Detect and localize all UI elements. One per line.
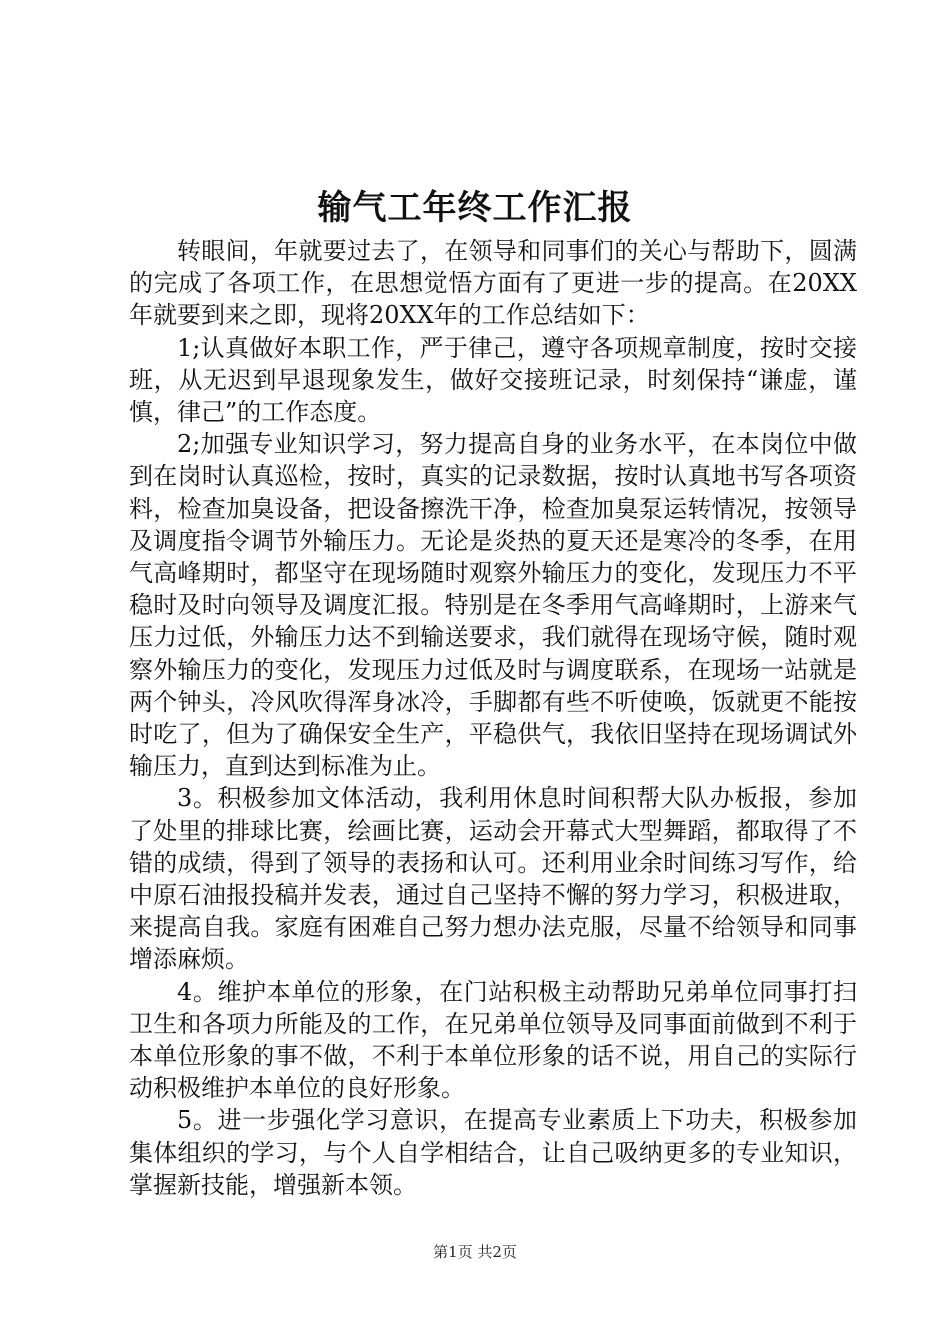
paragraph-intro: 转眼间，年就要过去了，在领导和同事们的关心与帮助下，圆满的完成了各项工作，在思想觉悟方面有了更进一步的提高。在20XX年就要到来之即，现将20XX年的工作总结如下：: [129, 237, 857, 330]
document-title: 输气工年终工作汇报: [317, 188, 633, 228]
paragraph-item-1: 1;认真做好本职工作，严于律己，遵守各项规章制度，按时交接班，从无迟到早退现象发生，做好交接班记录，时刻保持“谦虚，谨慎，律己”的工作态度。: [129, 333, 857, 427]
page-number-footer: 第1页 共2页: [433, 1243, 517, 1261]
paragraph-item-2: 2;加强专业知识学习，努力提高自身的业务水平，在本岗位中做到在岗时认真巡检，按时，真实的记录数据，按时认真地书写各项资料，检查加臭设备，把设备擦洗干净，检查加臭泵运转情况，按领导及调度指令调节外输压力。无论是炎热的夏天还是寒冷的冬季，在用气高峰期时，都坚守在现场随时观察外输压力的变化，发现压力不平稳时及时向领导及调度汇报。特别是在冬季用气高峰期时，上游来气压力过低，外输压力达不到输送要求，我们就得在现场守候，随时观察外输压力的变化，发现压力过低及时与调度联系，在现场一站就是两个钟头，冷风吹得浑身冰冷，手脚都有些不听使唤，饭就更不能按时吃了，但为了确保安全生产，平稳供气，我依旧坚持在现场调试外输压力，直到达到标准为止。: [129, 430, 857, 781]
paragraph-item-3: 3。积极参加文体活动，我利用休息时间积帮大队办板报，参加了处里的排球比赛，绘画比赛，运动会开幕式大型舞蹈，都取得了不错的成绩，得到了领导的表扬和认可。还利用业余时间练习写作，给中原石油报投稿并发表，通过自己坚持不懈的努力学习，积极进取，来提高自我。家庭有困难自己努力想办法克服，尽量不给领导和同事增添麻烦。: [129, 784, 857, 974]
paragraph-item-5: 5。进一步强化学习意识，在提高专业素质上下功夫，积极参加集体组织的学习，与个人自学相结合，让自己吸纳更多的专业知识，掌握新技能，增强新本领。: [129, 1106, 857, 1199]
document-body: [129, 235, 857, 1201]
paragraph-item-4: 4。维护本单位的形象，在门站积极主动帮助兄弟单位同事打扫卫生和各项力所能及的工作，在兄弟单位领导及同事面前做到不利于本单位形象的事不做，不利于本单位形象的话不说，用自己的实际行动积极维护本单位的良好形象。: [129, 977, 857, 1103]
